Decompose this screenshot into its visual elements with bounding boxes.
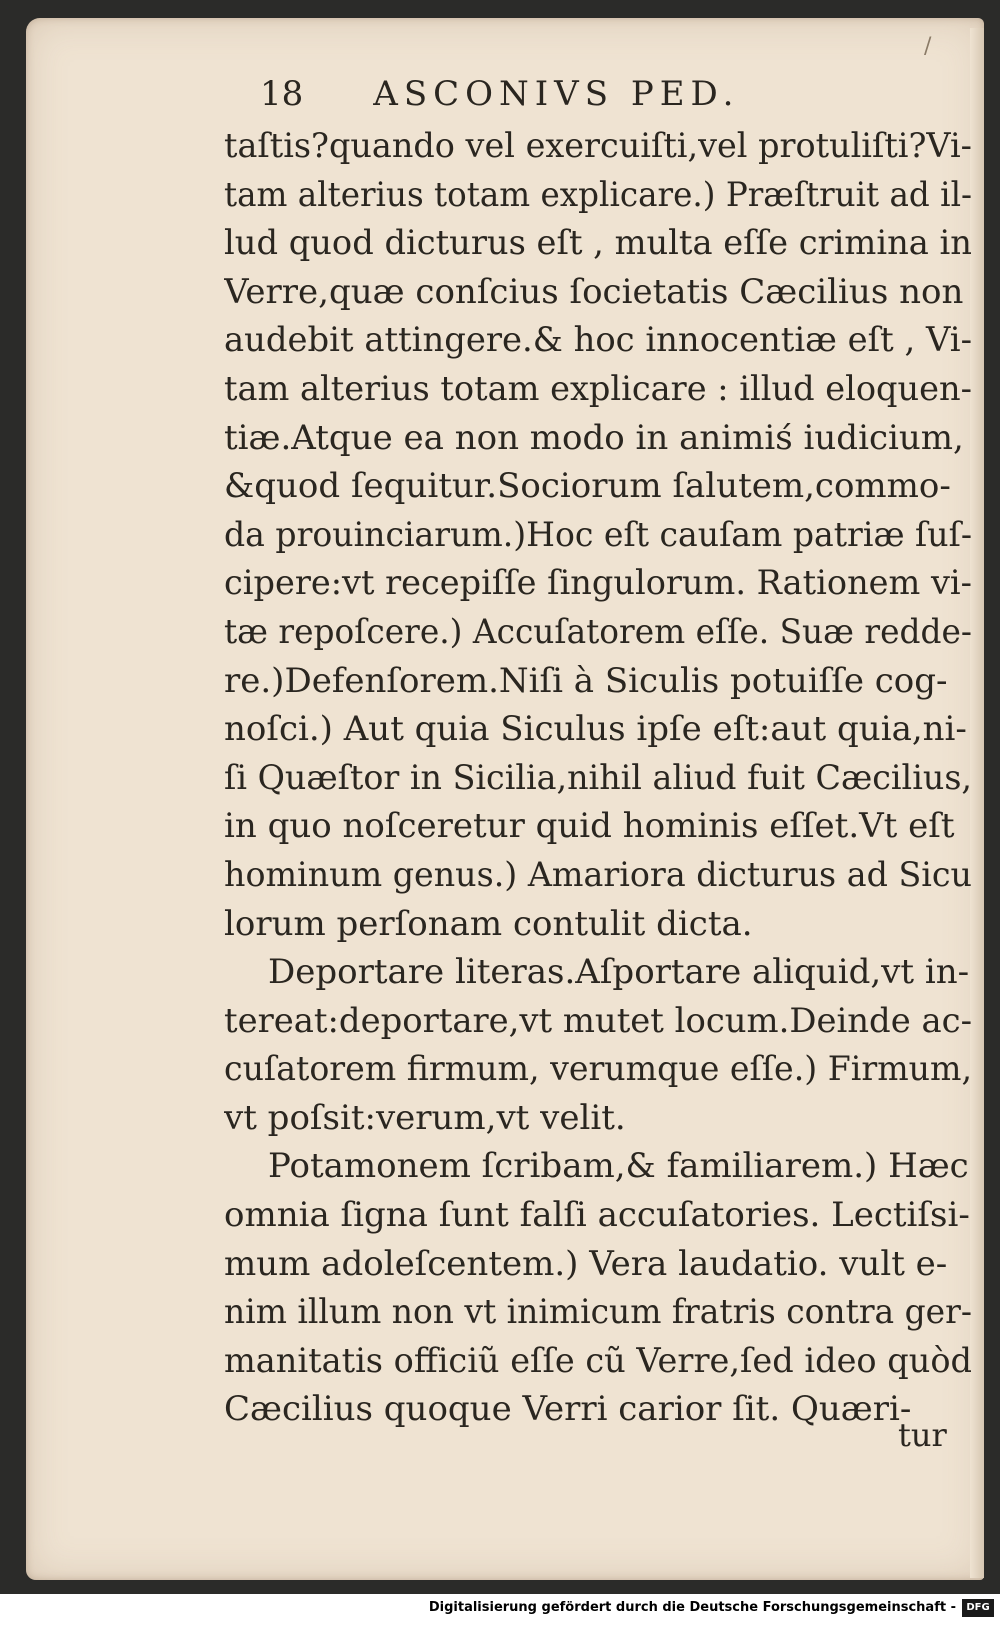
text-line: tam alterius totam explicare.) Præſtruit ad il-: [224, 174, 972, 215]
text-line: tæ repoſcere.) Accuſatorem eſſe. Suæ redde-: [224, 611, 972, 652]
text-line: da prouinciarum.)Hoc eſt cauſam patriæ ſuſ-: [224, 514, 972, 555]
running-header: [260, 74, 739, 114]
corner-mark: /: [924, 34, 932, 59]
text-line: lorum perſonam contulit dicta.: [224, 903, 753, 944]
running-title: ASCONIVS PED.: [373, 74, 740, 114]
text-line: Deportare literas.Aſportare aliquid,vt in-: [268, 952, 970, 993]
text-line: tereat:deportare,vt mutet locum.Deinde ac-: [224, 1000, 972, 1041]
body-text: [224, 122, 972, 1434]
dfg-logo: DFG: [962, 1599, 994, 1617]
text-line: noſci.) Aut quia Siculus ipſe eſt:aut quia,ni-: [224, 709, 967, 750]
catchword: tur: [898, 1416, 947, 1454]
text-line: nim illum non vt inimicum fratris contra ger-: [224, 1292, 972, 1333]
text-line: lud quod dicturus eſt , multa eſſe crimina in: [224, 223, 972, 264]
text-line: omnia ſigna ſunt falſi accuſatories. Lectiſsi-: [224, 1195, 970, 1236]
text-line: cipere:vt recepiſſe ſingulorum. Rationem vi-: [224, 563, 972, 604]
text-line: &quod ſequitur.Sociorum ſalutem,commo-: [224, 466, 951, 507]
text-line: tiæ.Atque ea non modo in animiś iudicium,: [224, 417, 964, 458]
text-line: taſtis?quando vel exercuiſti,vel protuliſti?Vi-: [224, 126, 972, 166]
text-line: cuſatorem firmum, verumque eſſe.) Firmum,: [224, 1049, 972, 1090]
text-line: tam alterius totam explicare : illud eloquen-: [224, 368, 972, 409]
page-number: 18: [260, 74, 304, 114]
funding-credit: Digitalisierung gefördert durch die Deutsche Forschungsgemeinschaft -: [428, 1600, 956, 1615]
text-line: Verre,quæ conſcius ſocietatis Cæcilius non: [224, 271, 964, 312]
text-line: manitatis officiũ eſſe cũ Verre,ſed ideo quòd: [224, 1340, 972, 1381]
text-line: mum adoleſcentem.) Vera laudatio. vult e-: [224, 1243, 948, 1284]
text-line: ſi Quæſtor in Sicilia,nihil aliud fuit Cæcilius,: [224, 757, 972, 798]
text-line: hominum genus.) Amariora dicturus ad Sicu: [224, 854, 972, 895]
text-line: re.)Defenſorem.Niſi à Siculis potuiſſe cog-: [224, 660, 948, 701]
text-line: Cæcilius quoque Verri carior ſit. Quæri-: [224, 1389, 912, 1430]
text-line: audebit attingere.& hoc innocentiæ eſt , Vi-: [224, 320, 972, 361]
text-line: in quo noſceretur quid hominis eſſet.Vt eſt: [224, 806, 955, 847]
text-line: vt poſsit:verum,vt velit.: [224, 1097, 626, 1138]
page-edge: [970, 28, 984, 1578]
text-line: Potamonem ſcribam,& familiarem.) Hæc: [268, 1146, 969, 1187]
